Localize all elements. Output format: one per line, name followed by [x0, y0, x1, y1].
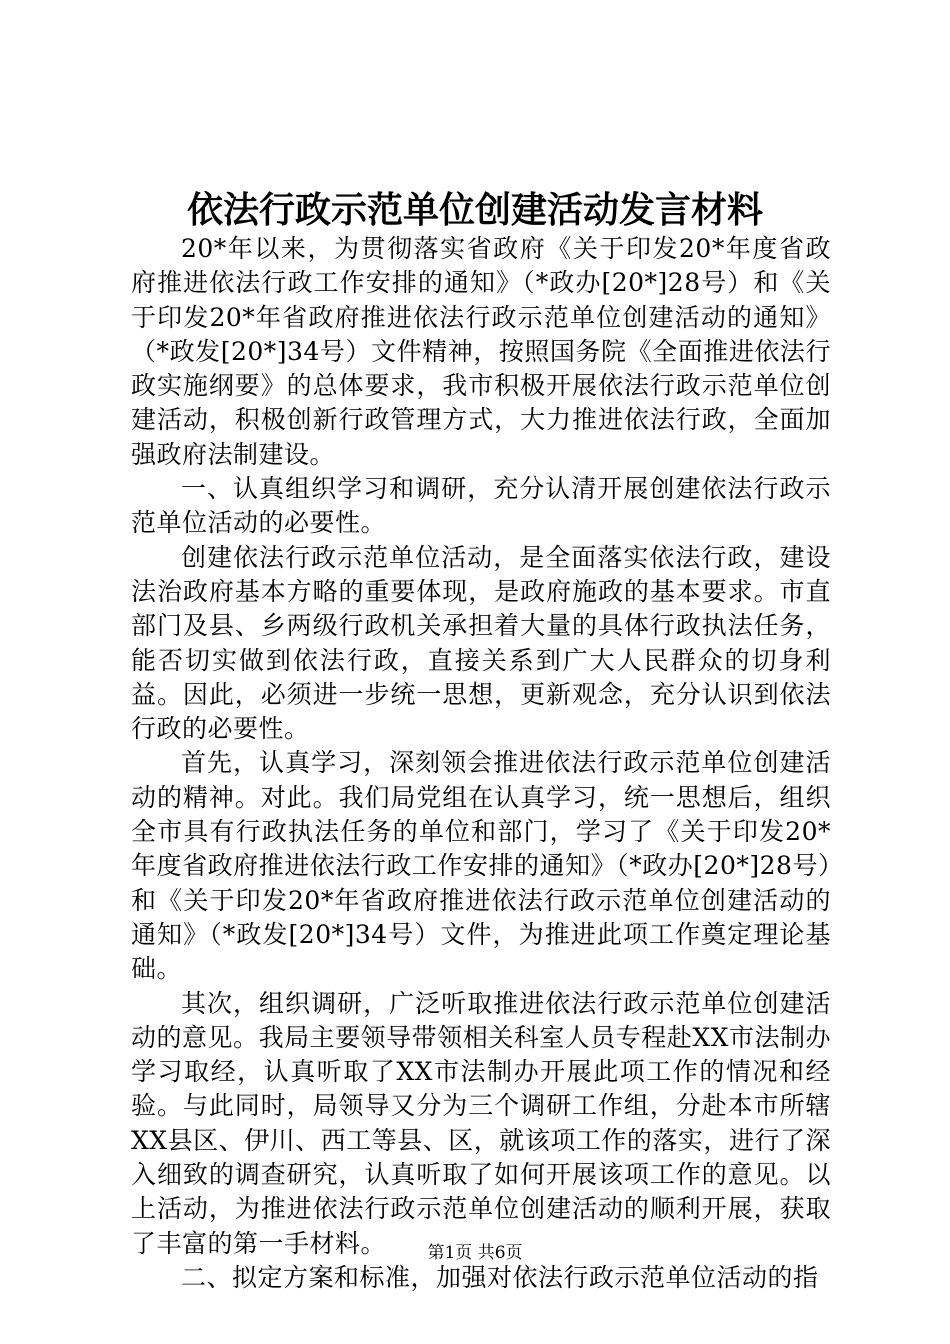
- section-heading-2: 二、拟定方案和标准，加强对依法行政示范单位活动的指: [181, 1262, 819, 1292]
- paragraph-intro: 20*年以来，为贯彻落实省政府《关于印发20*年度省政府推进依法行政工作安排的通知》（*政办[20*]28号）和《关于印发20*年省政府推进依法行政示范单位创建活动的通知》（*政发[20*]34号）文件精神，按照国务院《全面推进依法行政实施纲要》的总体要求，我市积极开展依法行政示范单位创建活动，积极创新行政管理方式，大力推进依法行政，全面加强政府法制建设。: [131, 234, 831, 469]
- document-title: 依法行政示范单位创建活动发言材料: [186, 189, 763, 231]
- document-body: [131, 232, 831, 1295]
- page-number-footer: 第1页 共6页: [427, 1243, 523, 1263]
- paragraph-second-research: 其次，组织调研，广泛听取推进依法行政示范单位创建活动的意见。我局主要领导带领相关科室人员专程赴XX市法制办学习取经，认真听取了XX市法制办开展此项工作的情况和经验。与此同时，局领导又分为三个调研工作组，分赴本市所辖XX县区、伊川、西工等县、区，就该项工作的落实，进行了深入细致的调查研究，认真听取了如何开展该项工作的意见。以上活动，为推进依法行政示范单位创建活动的顺利开展，获取了丰富的第一手材料。: [131, 988, 831, 1258]
- paragraph-necessity: 创建依法行政示范单位活动，是全面落实依法行政，建设法治政府基本方略的重要体现，是政府施政的基本要求。市直部门及县、乡两级行政机关承担着大量的具体行政执法任务，能否切实做到依法行政，直接关系到广大人民群众的切身利益。因此，必须进一步统一思想，更新观念，充分认识到依法行政的必要性。: [131, 542, 831, 744]
- paragraph-first-study: 首先，认真学习，深刻领会推进依法行政示范单位创建活动的精神。对此。我们局党组在认真学习，统一思想后，组织全市具有行政执法任务的单位和部门，学习了《关于印发20*年度省政府推进依法行政工作安排的通知》（*政办[20*]28号）和《关于印发20*年省政府推进依法行政示范单位创建活动的通知》（*政发[20*]34号）文件，为推进此项工作奠定理论基础。: [131, 748, 831, 984]
- section-heading-1: 一、认真组织学习和调研，充分认清开展创建依法行政示范单位活动的必要性。: [131, 474, 831, 538]
